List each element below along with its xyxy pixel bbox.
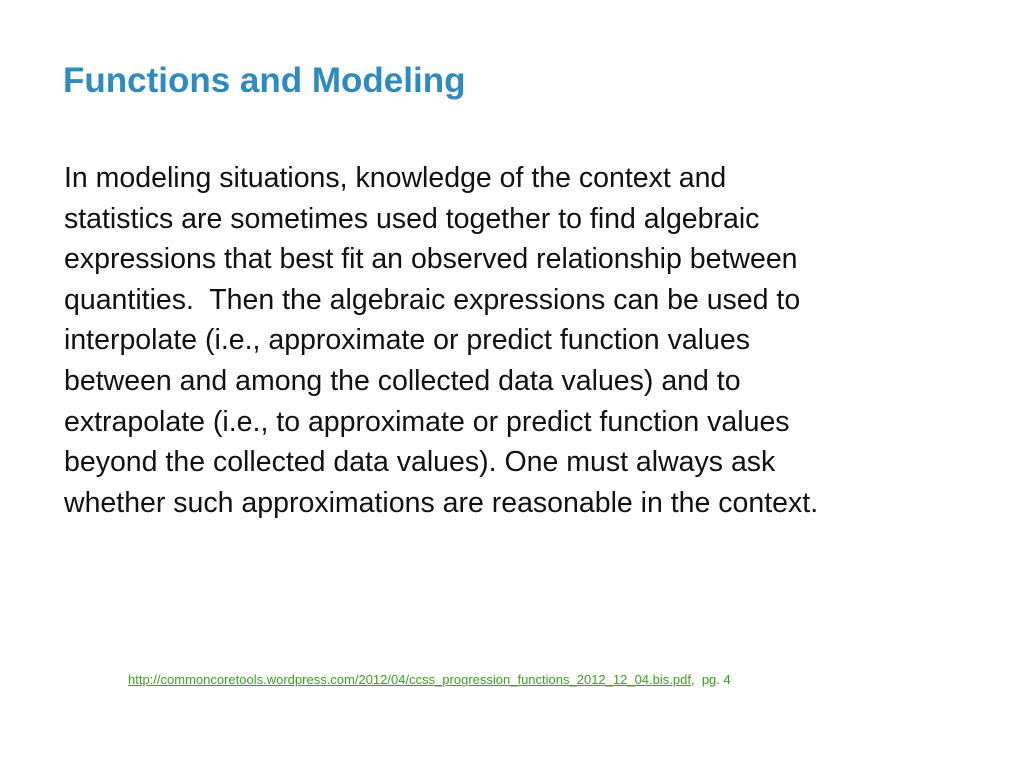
body-line: between and among the collected data values) and to [64,364,741,397]
body-line: beyond the collected data values). One must always ask [64,446,776,479]
slide-title: Functions and Modeling [63,61,466,100]
slide-body [64,158,1004,523]
body-line: In modeling situations, knowledge of the context and [64,162,727,194]
body-line: statistics are sometimes used together to find algebraic [64,202,760,235]
body-line: extrapolate (i.e., to approximate or predict function values [64,405,790,438]
source-footer [128,671,731,689]
page-reference: pg. 4 [701,672,731,687]
source-link[interactable]: http://commoncoretools.wordpress.com/2012/04/ccss_progression_functions_2012_12_04.bis.pdf [128,672,691,687]
body-line: whether such approximations are reasonable in the context. [64,486,819,519]
body-line: quantities. Then the algebraic expressions can be used to [64,283,801,316]
body-line: expressions that best fit an observed relationship between [64,243,798,276]
footer-separator: , [690,672,695,687]
body-line: interpolate (i.e., approximate or predict function values [64,324,750,357]
